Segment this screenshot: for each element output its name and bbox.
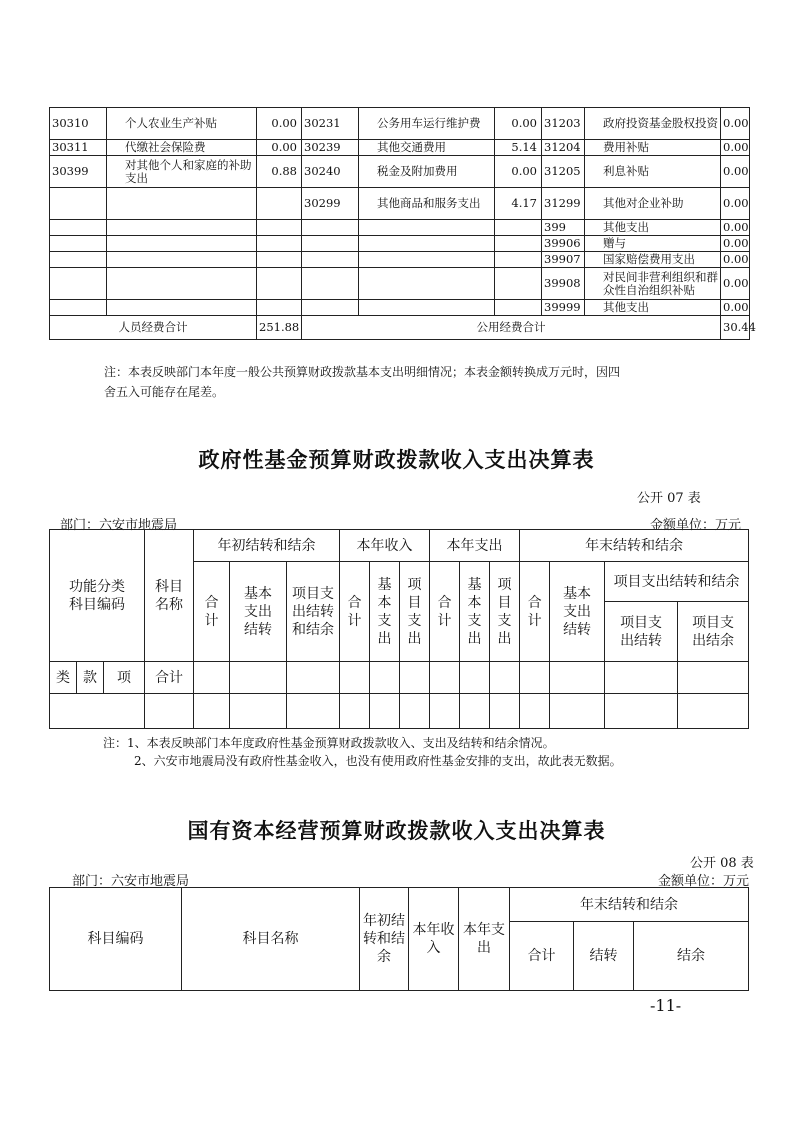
code-b <box>302 300 359 316</box>
sum-header: 合计 <box>145 662 194 694</box>
expense-header-3: 本年支出 <box>459 888 510 991</box>
income-total-header: 合计 <box>340 562 370 662</box>
income-project-header: 项目支出 <box>400 562 430 662</box>
amount-c: 0.00 <box>721 140 750 156</box>
total-personnel-value: 251.88 <box>257 316 302 340</box>
name-b <box>359 300 495 316</box>
table3-unit: 金额单位：万元 <box>658 874 750 889</box>
table-row <box>50 156 750 188</box>
expense-project-header: 项目支出 <box>490 562 520 662</box>
amount-a <box>257 188 302 220</box>
end-header-3: 年末结转和结余 <box>510 888 749 922</box>
table1-note-line2: 舍五入可能存在尾差。 <box>104 385 225 399</box>
amount-c: 0.00 <box>721 268 750 300</box>
carry-header-3: 结转 <box>574 922 634 991</box>
name-a: 代缴社会保险费 <box>107 140 257 156</box>
end-balance-header: 年末结转和结余 <box>520 530 749 562</box>
amount-a <box>257 252 302 268</box>
table1-total-row <box>50 316 750 340</box>
table1-note-line1: 注：本表反映部门本年度一般公共预算财政拨款基本支出明细情况；本表金额转换成万元时，因四 <box>104 365 621 379</box>
table2-code: 公开 07 表 <box>637 491 701 506</box>
name-b: 税金及附加费用 <box>359 156 495 188</box>
code-b <box>302 236 359 252</box>
code-c: 39908 <box>542 268 585 300</box>
name-c: 政府投资基金股权投资 <box>585 108 721 140</box>
amount-a <box>257 300 302 316</box>
name-c: 赠与 <box>585 236 721 252</box>
code-b <box>302 220 359 236</box>
end-project-sub-header: 项目支出结转和结余 <box>605 562 749 602</box>
name-a <box>107 252 257 268</box>
table-row <box>50 268 750 300</box>
code-c: 31203 <box>542 108 585 140</box>
total-personnel-label: 人员经费合计 <box>50 316 257 340</box>
name-a <box>107 268 257 300</box>
table3-code: 公开 08 表 <box>690 856 754 871</box>
code-c: 31205 <box>542 156 585 188</box>
code-a <box>50 188 107 220</box>
remain-header-3: 结余 <box>634 922 749 991</box>
name-c: 国家赔偿费用支出 <box>585 252 721 268</box>
amount-c: 0.00 <box>721 188 750 220</box>
code-a: 30311 <box>50 140 107 156</box>
name-b <box>359 236 495 252</box>
name-b: 公务用车运行维护费 <box>359 108 495 140</box>
amount-b <box>495 252 542 268</box>
name-a: 个人农业生产补贴 <box>107 108 257 140</box>
table1-body <box>50 108 750 316</box>
code-c: 39907 <box>542 252 585 268</box>
amount-a <box>257 268 302 300</box>
begin-total-header: 合计 <box>194 562 230 662</box>
income-basic-header: 基本支出 <box>370 562 400 662</box>
begin-header: 年初结转和结余 <box>360 888 409 991</box>
amount-b: 4.17 <box>495 188 542 220</box>
amount-b <box>495 300 542 316</box>
total-public-value: 30.44 <box>721 316 750 340</box>
state-capital-table <box>49 887 749 991</box>
table2-index-row <box>50 662 749 694</box>
code-a: 30310 <box>50 108 107 140</box>
code-a <box>50 268 107 300</box>
table2-title: 政府性基金预算财政拨款收入支出决算表 <box>198 448 595 472</box>
name-c: 利息补贴 <box>585 156 721 188</box>
name-b <box>359 252 495 268</box>
name-b: 其他商品和服务支出 <box>359 188 495 220</box>
name-a <box>107 236 257 252</box>
amount-a: 0.00 <box>257 108 302 140</box>
name-c: 其他支出 <box>585 220 721 236</box>
code-a: 30399 <box>50 156 107 188</box>
amount-c: 0.00 <box>721 252 750 268</box>
table-row <box>50 188 750 220</box>
total-public-label: 公用经费合计 <box>302 316 721 340</box>
table-row <box>50 252 750 268</box>
lei-header: 类 <box>50 662 77 694</box>
expense-basic-header: 基本支出 <box>460 562 490 662</box>
code-c: 31204 <box>542 140 585 156</box>
table-row <box>50 300 750 316</box>
amount-a: 0.00 <box>257 140 302 156</box>
expense-header: 本年支出 <box>430 530 520 562</box>
name-a <box>107 300 257 316</box>
amount-a: 0.88 <box>257 156 302 188</box>
amount-b <box>495 220 542 236</box>
amount-c: 0.00 <box>721 156 750 188</box>
table3-dept: 部门：六安市地震局 <box>72 874 190 889</box>
name-a: 对其他个人和家庭的补助支出 <box>107 156 257 188</box>
page-number: -11- <box>650 996 682 1015</box>
amount-b <box>495 268 542 300</box>
gov-fund-table <box>49 529 749 729</box>
name-c: 其他支出 <box>585 300 721 316</box>
amount-b <box>495 236 542 252</box>
expense-total-header: 合计 <box>430 562 460 662</box>
end-total-header: 合计 <box>520 562 550 662</box>
kuan-header: 款 <box>77 662 104 694</box>
table2-empty-row <box>50 694 749 729</box>
income-header: 本年收入 <box>340 530 430 562</box>
code-a <box>50 220 107 236</box>
subject-name-header: 科目名称 <box>145 530 194 662</box>
table-row <box>50 108 750 140</box>
name-b: 其他交通费用 <box>359 140 495 156</box>
name-c: 费用补贴 <box>585 140 721 156</box>
code-c: 39906 <box>542 236 585 252</box>
amount-c: 0.00 <box>721 108 750 140</box>
end-total-header-3: 合计 <box>510 922 574 991</box>
end-project-remain-header: 项目支出结余 <box>678 602 749 662</box>
code-c: 31299 <box>542 188 585 220</box>
code-a <box>50 236 107 252</box>
code-c: 399 <box>542 220 585 236</box>
name-b <box>359 268 495 300</box>
begin-balance-header: 年初结转和结余 <box>194 530 340 562</box>
end-basic-transfer-header: 基本支出结转 <box>550 562 605 662</box>
amount-c: 0.00 <box>721 220 750 236</box>
income-header-3: 本年收入 <box>409 888 459 991</box>
code-b: 30239 <box>302 140 359 156</box>
table3-header-row1 <box>50 888 749 922</box>
table2-unit: 金额单位：万元 <box>650 518 742 533</box>
name-c: 对民间非营利组织和群众性自治组织补贴 <box>585 268 721 300</box>
basic-expense-detail-table <box>49 107 756 340</box>
table3-title: 国有资本经营预算财政拨款收入支出决算表 <box>187 819 606 843</box>
amount-a <box>257 236 302 252</box>
begin-basic-transfer-header: 基本支出结转 <box>230 562 287 662</box>
code-header: 科目编码 <box>50 888 182 991</box>
amount-b: 0.00 <box>495 108 542 140</box>
table2-note-line1: 注：1、本表反映部门本年度政府性基金预算财政拨款收入、支出及结转和结余情况。 <box>103 736 555 750</box>
amount-b: 0.00 <box>495 156 542 188</box>
name-header: 科目名称 <box>182 888 360 991</box>
end-project-carry-header: 项目支出结转 <box>605 602 678 662</box>
table-row <box>50 140 750 156</box>
code-c: 39999 <box>542 300 585 316</box>
name-c: 其他对企业补助 <box>585 188 721 220</box>
amount-c: 0.00 <box>721 300 750 316</box>
amount-a <box>257 220 302 236</box>
func-code-header: 功能分类科目编码 <box>50 530 145 662</box>
begin-project-transfer-header: 项目支出结转和结余 <box>287 562 340 662</box>
name-a <box>107 188 257 220</box>
code-b: 30299 <box>302 188 359 220</box>
table2-dept: 部门：六安市地震局 <box>60 518 178 533</box>
name-b <box>359 220 495 236</box>
table2-note-line2: 2、六安市地震局没有政府性基金收入，也没有使用政府性基金安排的支出，故此表无数据。 <box>134 754 622 768</box>
name-a <box>107 220 257 236</box>
code-b <box>302 252 359 268</box>
amount-c: 0.00 <box>721 236 750 252</box>
code-b: 30240 <box>302 156 359 188</box>
code-b: 30231 <box>302 108 359 140</box>
table-row <box>50 220 750 236</box>
table2-header-row1 <box>50 530 749 562</box>
code-a <box>50 300 107 316</box>
xiang-header: 项 <box>104 662 145 694</box>
code-b <box>302 268 359 300</box>
amount-b: 5.14 <box>495 140 542 156</box>
table-row <box>50 236 750 252</box>
code-a <box>50 252 107 268</box>
